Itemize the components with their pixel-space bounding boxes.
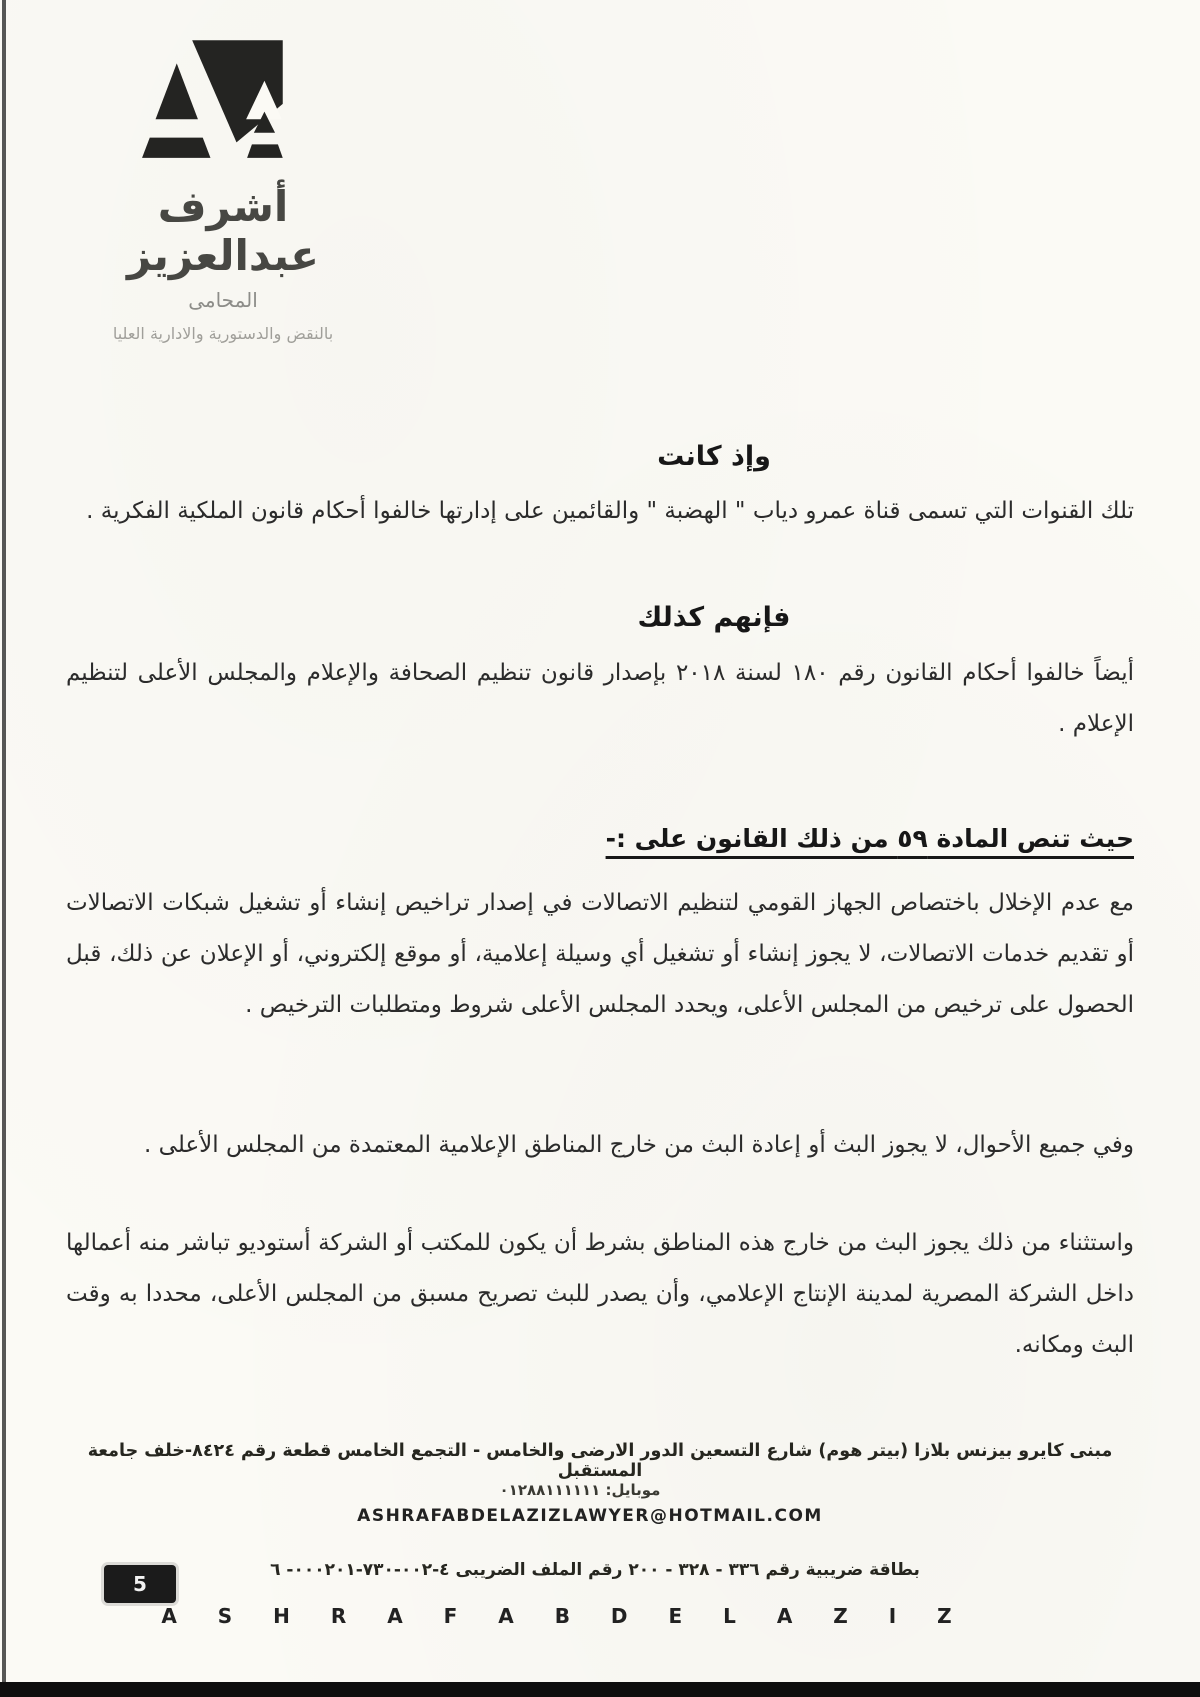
paragraph-2: أيضاً خالفوا أحكام القانون رقم ١٨٠ لسنة ٢٠١٨ بإصدار قانون تنظيم الصحافة والإعلام والمجلس الأعلى لتنظيم الإعلام . (66, 660, 1135, 737)
lawyer-specialty: بالنقض والدستورية والادارية العليا (112, 324, 334, 343)
mobile-number: موبايل: ٠١٢٨٨١١١١١١ (499, 1481, 661, 1499)
latin-name-line: A S H R A F A B D E L A Z I Z (161, 1604, 969, 1628)
lawyer-title: المحامى (188, 288, 258, 312)
paragraph-4: وفي جميع الأحوال، لا يجوز البث أو إعادة البث من خارج المناطق الإعلامية المعتمدة من المجلس الأعلى . (144, 1132, 1134, 1158)
scan-left-edge-line (2, 0, 6, 1697)
section-heading-2: فإنهم كذلك (637, 602, 791, 633)
email-address: ASHRAFABDELAZIZLAWYER@HOTMAIL.COM (357, 1506, 823, 1526)
scan-bottom-edge-bar (0, 1682, 1200, 1697)
section-heading-1: وإذ كانت (657, 441, 771, 472)
tax-card-line: بطاقة ضريبية رقم ٣٣٦ - ٣٢٨ - ٢٠٠ رقم الملف الضريبى ٤-٠٠٢-٧٣٠-٠٠٠٢٠١- ٦ (270, 1560, 920, 1580)
aa-monogram-logo-svg (117, 28, 329, 174)
paragraph-5: واستثناء من ذلك يجوز البث من خارج هذه المناطق بشرط أن يكون للمكتب أو الشركة أستوديو تباشر منه أعمالها داخل الشركة المصرية لمدينة الإنتاج الإعلامي، وأن يصدر للبث تصريح مسبق من المجلس الأعلى، محددا به وقت البث ومكانه. (66, 1230, 1134, 1358)
section-heading-3: حيث تنص المادة ٥٩ من ذلك القانون على :- (605, 824, 1134, 853)
page-number-badge: 5 (104, 1565, 176, 1603)
lawyer-name: أشرف عبدالعزيز (127, 182, 319, 280)
letterhead (58, 28, 388, 343)
office-address: مبنى كايرو بيزنس بلازا (بيتر هوم) شارع التسعين الدور الارضى والخامس - التجمع الخامس قطعة رقم ٨٤٢٤-خلف جامعة المستقبل (87, 1441, 1113, 1481)
paragraph-1: تلك القنوات التي تسمى قناة عمرو دياب " الهضبة " والقائمين على إدارتها خالفوا أحكام قانون الملكية الفكرية . (86, 498, 1134, 524)
paragraph-3: مع عدم الإخلال باختصاص الجهاز القومي لتنظيم الاتصالات في إصدار تراخيص إنشاء أو تشغيل شبكات الاتصالات أو تقديم خدمات الاتصالات، لا يجوز إنشاء أو تشغيل أي وسيلة إعلامية، أو موقع إلكتروني، أو الإعلان عن ذلك، قبل الحصول على ترخيص من المجلس الأعلى، ويحدد المجلس الأعلى شروط ومتطلبات الترخيص . (66, 890, 1134, 1018)
aa-monogram-logo-icon (117, 28, 329, 174)
